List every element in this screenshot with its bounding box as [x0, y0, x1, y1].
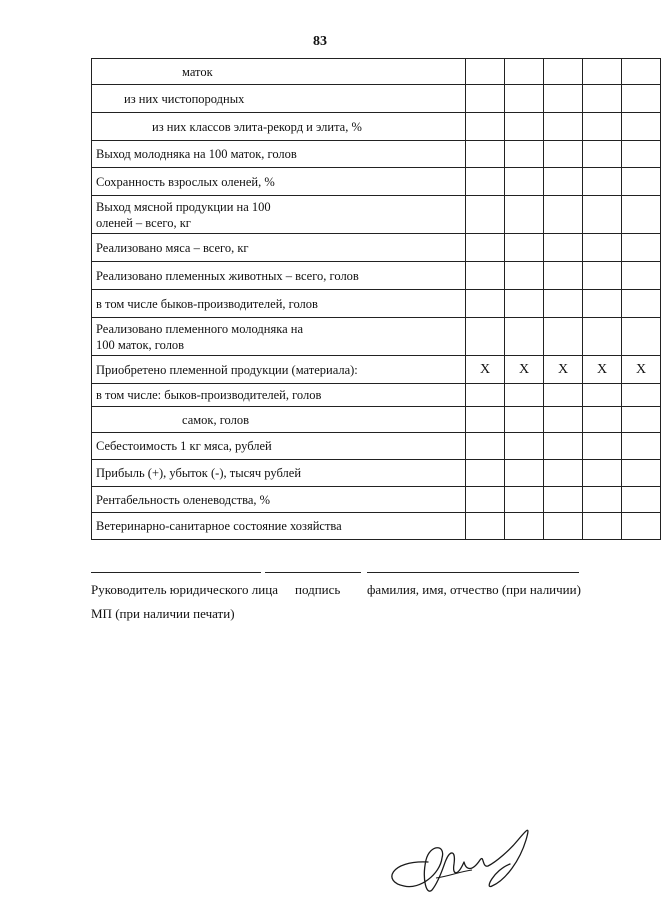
value-cell: [622, 513, 661, 540]
row-label: Реализовано мяса – всего, кг: [92, 234, 466, 262]
value-cell: [583, 59, 622, 85]
value-cell: [583, 384, 622, 407]
value-cell: [466, 59, 505, 85]
value-cell: [583, 513, 622, 540]
value-cell: [466, 384, 505, 407]
value-cell: [583, 460, 622, 487]
row-label: в том числе быков-производителей, голов: [92, 290, 466, 318]
value-cell: [466, 433, 505, 460]
value-cell: [544, 487, 583, 513]
value-cell: [505, 460, 544, 487]
value-cell: [466, 460, 505, 487]
value-cell: [622, 384, 661, 407]
value-cell: [583, 433, 622, 460]
report-table-body: [92, 59, 661, 540]
table-row: [92, 234, 661, 262]
row-label: маток: [92, 59, 466, 85]
value-cell: [505, 487, 544, 513]
value-cell: [622, 407, 661, 433]
value-cell: [544, 234, 583, 262]
row-label: Ветеринарно-санитарное состояние хозяйства: [92, 513, 466, 540]
name-label: фамилия, имя, отчество (при наличии): [367, 582, 581, 597]
row-label: Приобретено племенной продукции (материала):: [92, 356, 466, 384]
signature-lines: [91, 572, 607, 574]
value-cell: [622, 234, 661, 262]
value-cell: [544, 433, 583, 460]
value-cell: [544, 168, 583, 196]
row-label: Прибыль (+), убыток (-), тысяч рублей: [92, 460, 466, 487]
table-row: [92, 262, 661, 290]
table-row: [92, 168, 661, 196]
value-cell: [505, 513, 544, 540]
value-cell: [544, 85, 583, 113]
table-row: [92, 356, 661, 384]
value-cell: [466, 234, 505, 262]
value-cell: [622, 196, 661, 234]
head-signature-line: [91, 572, 261, 573]
value-cell: [544, 290, 583, 318]
value-cell: [583, 168, 622, 196]
value-cell: [622, 433, 661, 460]
value-cell: X: [622, 356, 661, 384]
value-cell: [544, 59, 583, 85]
value-cell: [622, 262, 661, 290]
head-label: Руководитель юридического лица: [91, 582, 278, 597]
value-cell: [544, 196, 583, 234]
value-cell: [505, 234, 544, 262]
value-cell: [622, 59, 661, 85]
value-cell: [583, 234, 622, 262]
row-label: Выход молодняка на 100 маток, голов: [92, 141, 466, 168]
table-row: [92, 141, 661, 168]
value-cell: X: [544, 356, 583, 384]
value-cell: [505, 290, 544, 318]
report-table: [91, 58, 661, 540]
table-row: [92, 487, 661, 513]
table-row: [92, 407, 661, 433]
value-cell: [583, 85, 622, 113]
table-row: [92, 433, 661, 460]
value-cell: X: [466, 356, 505, 384]
table-row: [92, 113, 661, 141]
value-cell: [544, 262, 583, 290]
value-cell: [622, 487, 661, 513]
value-cell: [583, 290, 622, 318]
value-cell: [466, 196, 505, 234]
value-cell: [622, 113, 661, 141]
value-cell: [505, 113, 544, 141]
table-row: [92, 318, 661, 356]
value-cell: [583, 113, 622, 141]
value-cell: [505, 141, 544, 168]
value-cell: [505, 318, 544, 356]
value-cell: [505, 262, 544, 290]
row-label: из них классов элита-рекорд и элита, %: [92, 113, 466, 141]
row-label: Реализовано племенных животных – всего, голов: [92, 262, 466, 290]
value-cell: [505, 384, 544, 407]
value-cell: [544, 141, 583, 168]
value-cell: [505, 85, 544, 113]
name-signature-line: [367, 572, 579, 573]
value-cell: [466, 290, 505, 318]
value-cell: [544, 460, 583, 487]
value-cell: [622, 460, 661, 487]
row-label: Выход мясной продукции на 100 оленей – всего, кг: [92, 196, 466, 234]
value-cell: [466, 168, 505, 196]
row-label: Реализовано племенного молодняка на 100 маток, голов: [92, 318, 466, 356]
value-cell: X: [505, 356, 544, 384]
row-label: Рентабельность оленеводства, %: [92, 487, 466, 513]
value-cell: [622, 168, 661, 196]
row-label: в том числе: быков-производителей, голов: [92, 384, 466, 407]
value-cell: [466, 85, 505, 113]
value-cell: [583, 318, 622, 356]
sign-signature-line: [265, 572, 361, 573]
value-cell: [505, 433, 544, 460]
stamp-note: МП (при наличии печати): [91, 606, 235, 621]
value-cell: [544, 318, 583, 356]
value-cell: [505, 196, 544, 234]
value-cell: [466, 113, 505, 141]
value-cell: [622, 141, 661, 168]
table-row: [92, 290, 661, 318]
value-cell: [622, 318, 661, 356]
row-label: Себестоимость 1 кг мяса, рублей: [92, 433, 466, 460]
value-cell: [505, 407, 544, 433]
value-cell: [583, 407, 622, 433]
value-cell: [544, 513, 583, 540]
value-cell: [505, 59, 544, 85]
value-cell: [622, 85, 661, 113]
value-cell: [466, 141, 505, 168]
value-cell: [583, 487, 622, 513]
sign-label: подпись: [295, 582, 341, 597]
row-label: самок, голов: [92, 407, 466, 433]
table-row: [92, 85, 661, 113]
page-number: 83: [313, 34, 327, 49]
handwritten-signature: [380, 820, 560, 900]
value-cell: [544, 407, 583, 433]
value-cell: [466, 513, 505, 540]
value-cell: [583, 196, 622, 234]
table-row: [92, 196, 661, 234]
value-cell: [622, 290, 661, 318]
value-cell: [544, 384, 583, 407]
value-cell: [544, 113, 583, 141]
table-row: [92, 513, 661, 540]
value-cell: [583, 262, 622, 290]
value-cell: [466, 318, 505, 356]
value-cell: [466, 407, 505, 433]
value-cell: X: [583, 356, 622, 384]
table-row: [92, 384, 661, 407]
value-cell: [583, 141, 622, 168]
value-cell: [466, 262, 505, 290]
table-row: [92, 59, 661, 85]
row-label: Сохранность взрослых оленей, %: [92, 168, 466, 196]
value-cell: [466, 487, 505, 513]
value-cell: [505, 168, 544, 196]
row-label: из них чистопородных: [92, 85, 466, 113]
table-row: [92, 460, 661, 487]
